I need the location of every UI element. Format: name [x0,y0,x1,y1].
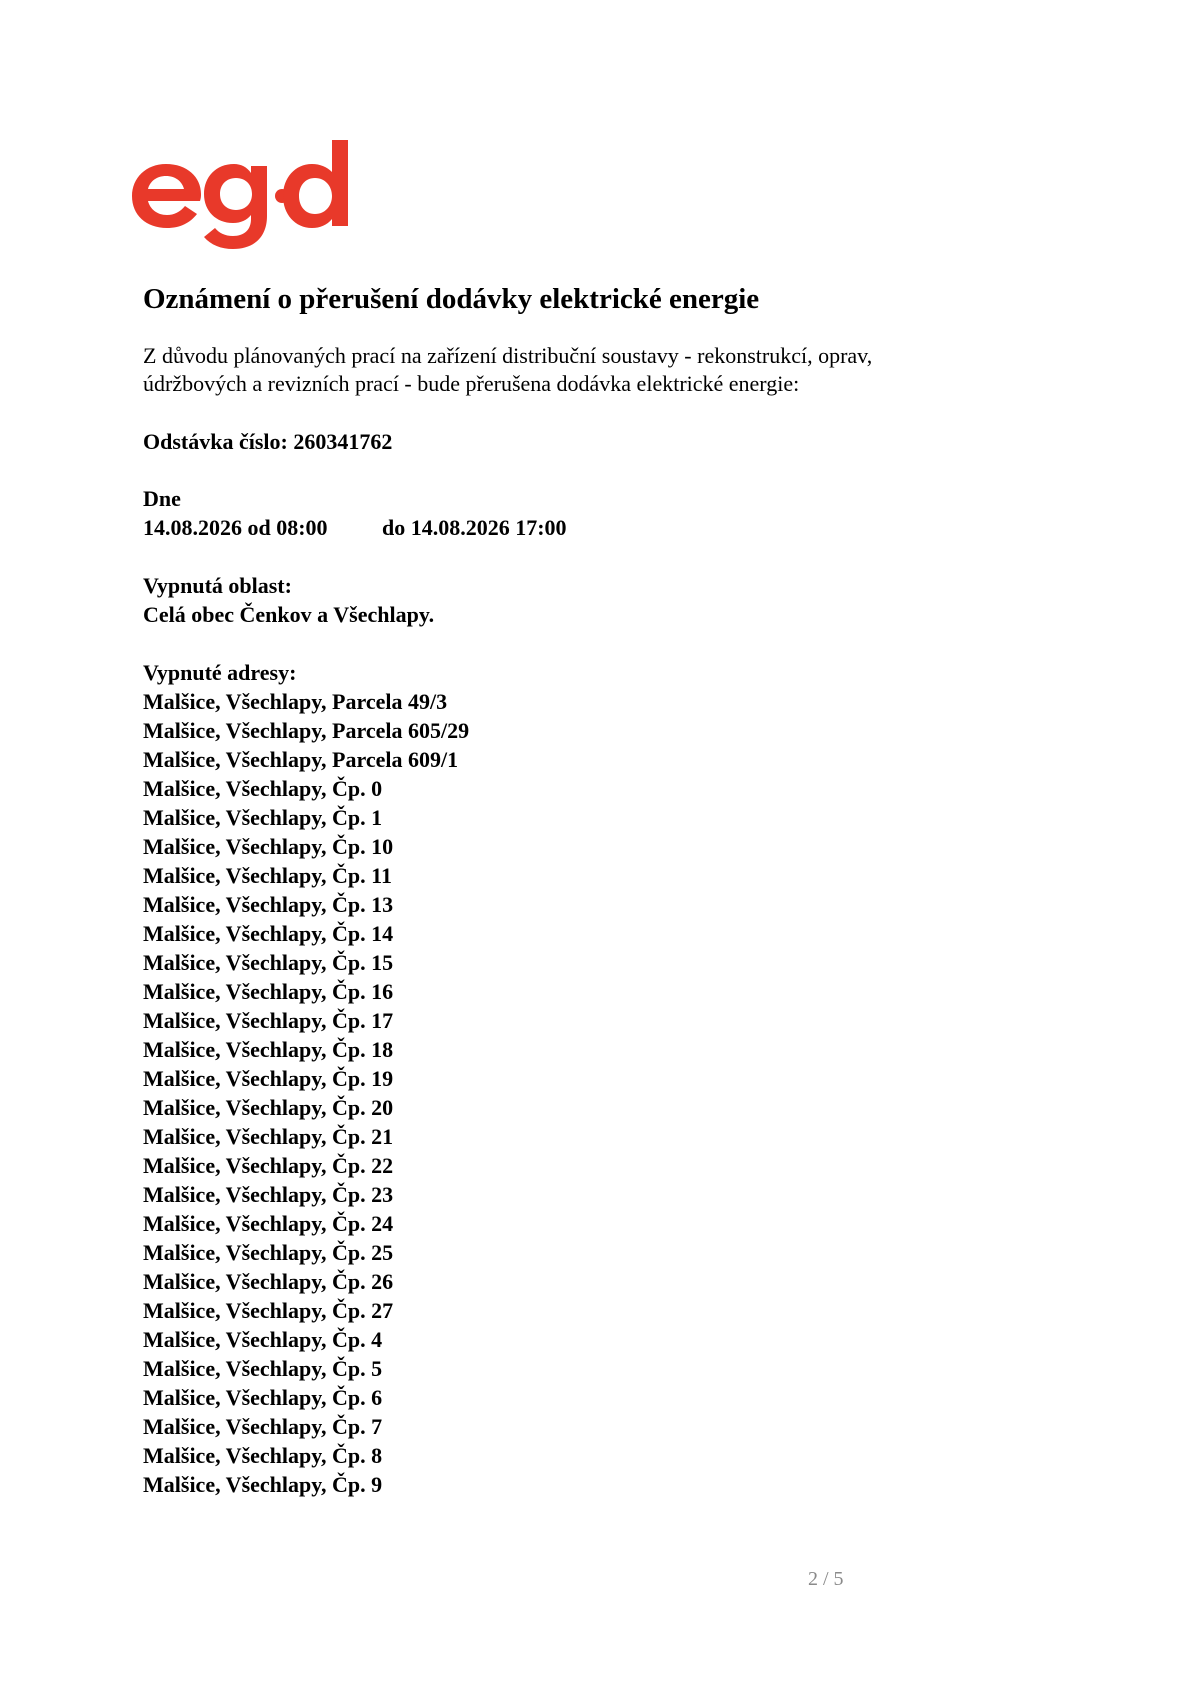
address-item: Malšice, Všechlapy, Čp. 15 [143,950,394,975]
address-item: Malšice, Všechlapy, Čp. 24 [143,1211,394,1236]
outage-number: Odstávka číslo: 260341762 [143,429,393,454]
address-item: Malšice, Všechlapy, Parcela 49/3 [143,689,448,714]
document-title: Oznámení o přerušení dodávky elektrické energie [143,283,760,315]
address-item: Malšice, Všechlapy, Čp. 23 [143,1182,394,1207]
address-item: Malšice, Všechlapy, Parcela 609/1 [143,747,459,772]
date-from: 14.08.2026 od 08:00 [143,515,328,540]
egd-logo [130,140,350,250]
address-item: Malšice, Všechlapy, Čp. 17 [143,1008,394,1033]
address-item: Malšice, Všechlapy, Čp. 16 [143,979,394,1004]
area-label: Vypnutá oblast: [143,573,292,598]
address-item: Malšice, Všechlapy, Čp. 25 [143,1240,394,1265]
address-item: Malšice, Všechlapy, Čp. 18 [143,1037,394,1062]
address-item: Malšice, Všechlapy, Parcela 605/29 [143,718,470,743]
address-item: Malšice, Všechlapy, Čp. 26 [143,1269,394,1294]
address-item: Malšice, Všechlapy, Čp. 11 [143,863,392,888]
date-block [143,484,1103,542]
date-range [143,513,1103,542]
address-item: Malšice, Všechlapy, Čp. 1 [143,805,383,830]
addresses-block [143,658,1103,1499]
address-item: Malšice, Všechlapy, Čp. 7 [143,1414,383,1439]
intro-paragraph: Z důvodu plánovaných prací na zařízení distribuční soustavy - rekonstrukcí, oprav, údržbových a revizních prací - bude přerušena dodávka elektrické energie: [143,343,873,396]
address-item: Malšice, Všechlapy, Čp. 5 [143,1356,383,1381]
address-item: Malšice, Všechlapy, Čp. 4 [143,1327,383,1352]
document-body [143,280,1103,1499]
address-list [143,687,1103,1499]
address-item: Malšice, Všechlapy, Čp. 27 [143,1298,394,1323]
address-item: Malšice, Všechlapy, Čp. 8 [143,1443,383,1468]
area-value: Celá obec Čenkov a Všechlapy. [143,602,435,627]
address-item: Malšice, Všechlapy, Čp. 19 [143,1066,394,1091]
address-item: Malšice, Všechlapy, Čp. 14 [143,921,394,946]
address-item: Malšice, Všechlapy, Čp. 22 [143,1153,394,1178]
addresses-label: Vypnuté adresy: [143,660,297,685]
area-block [143,571,1103,629]
page-number: 2 / 5 [808,1568,844,1590]
date-to: do 14.08.2026 17:00 [382,515,567,540]
address-item: Malšice, Všechlapy, Čp. 9 [143,1472,383,1497]
address-item: Malšice, Všechlapy, Čp. 0 [143,776,383,801]
address-item: Malšice, Všechlapy, Čp. 13 [143,892,394,917]
address-item: Malšice, Všechlapy, Čp. 6 [143,1385,383,1410]
address-item: Malšice, Všechlapy, Čp. 20 [143,1095,394,1120]
date-label: Dne [143,486,181,511]
address-item: Malšice, Všechlapy, Čp. 10 [143,834,394,859]
address-item: Malšice, Všechlapy, Čp. 21 [143,1124,394,1149]
